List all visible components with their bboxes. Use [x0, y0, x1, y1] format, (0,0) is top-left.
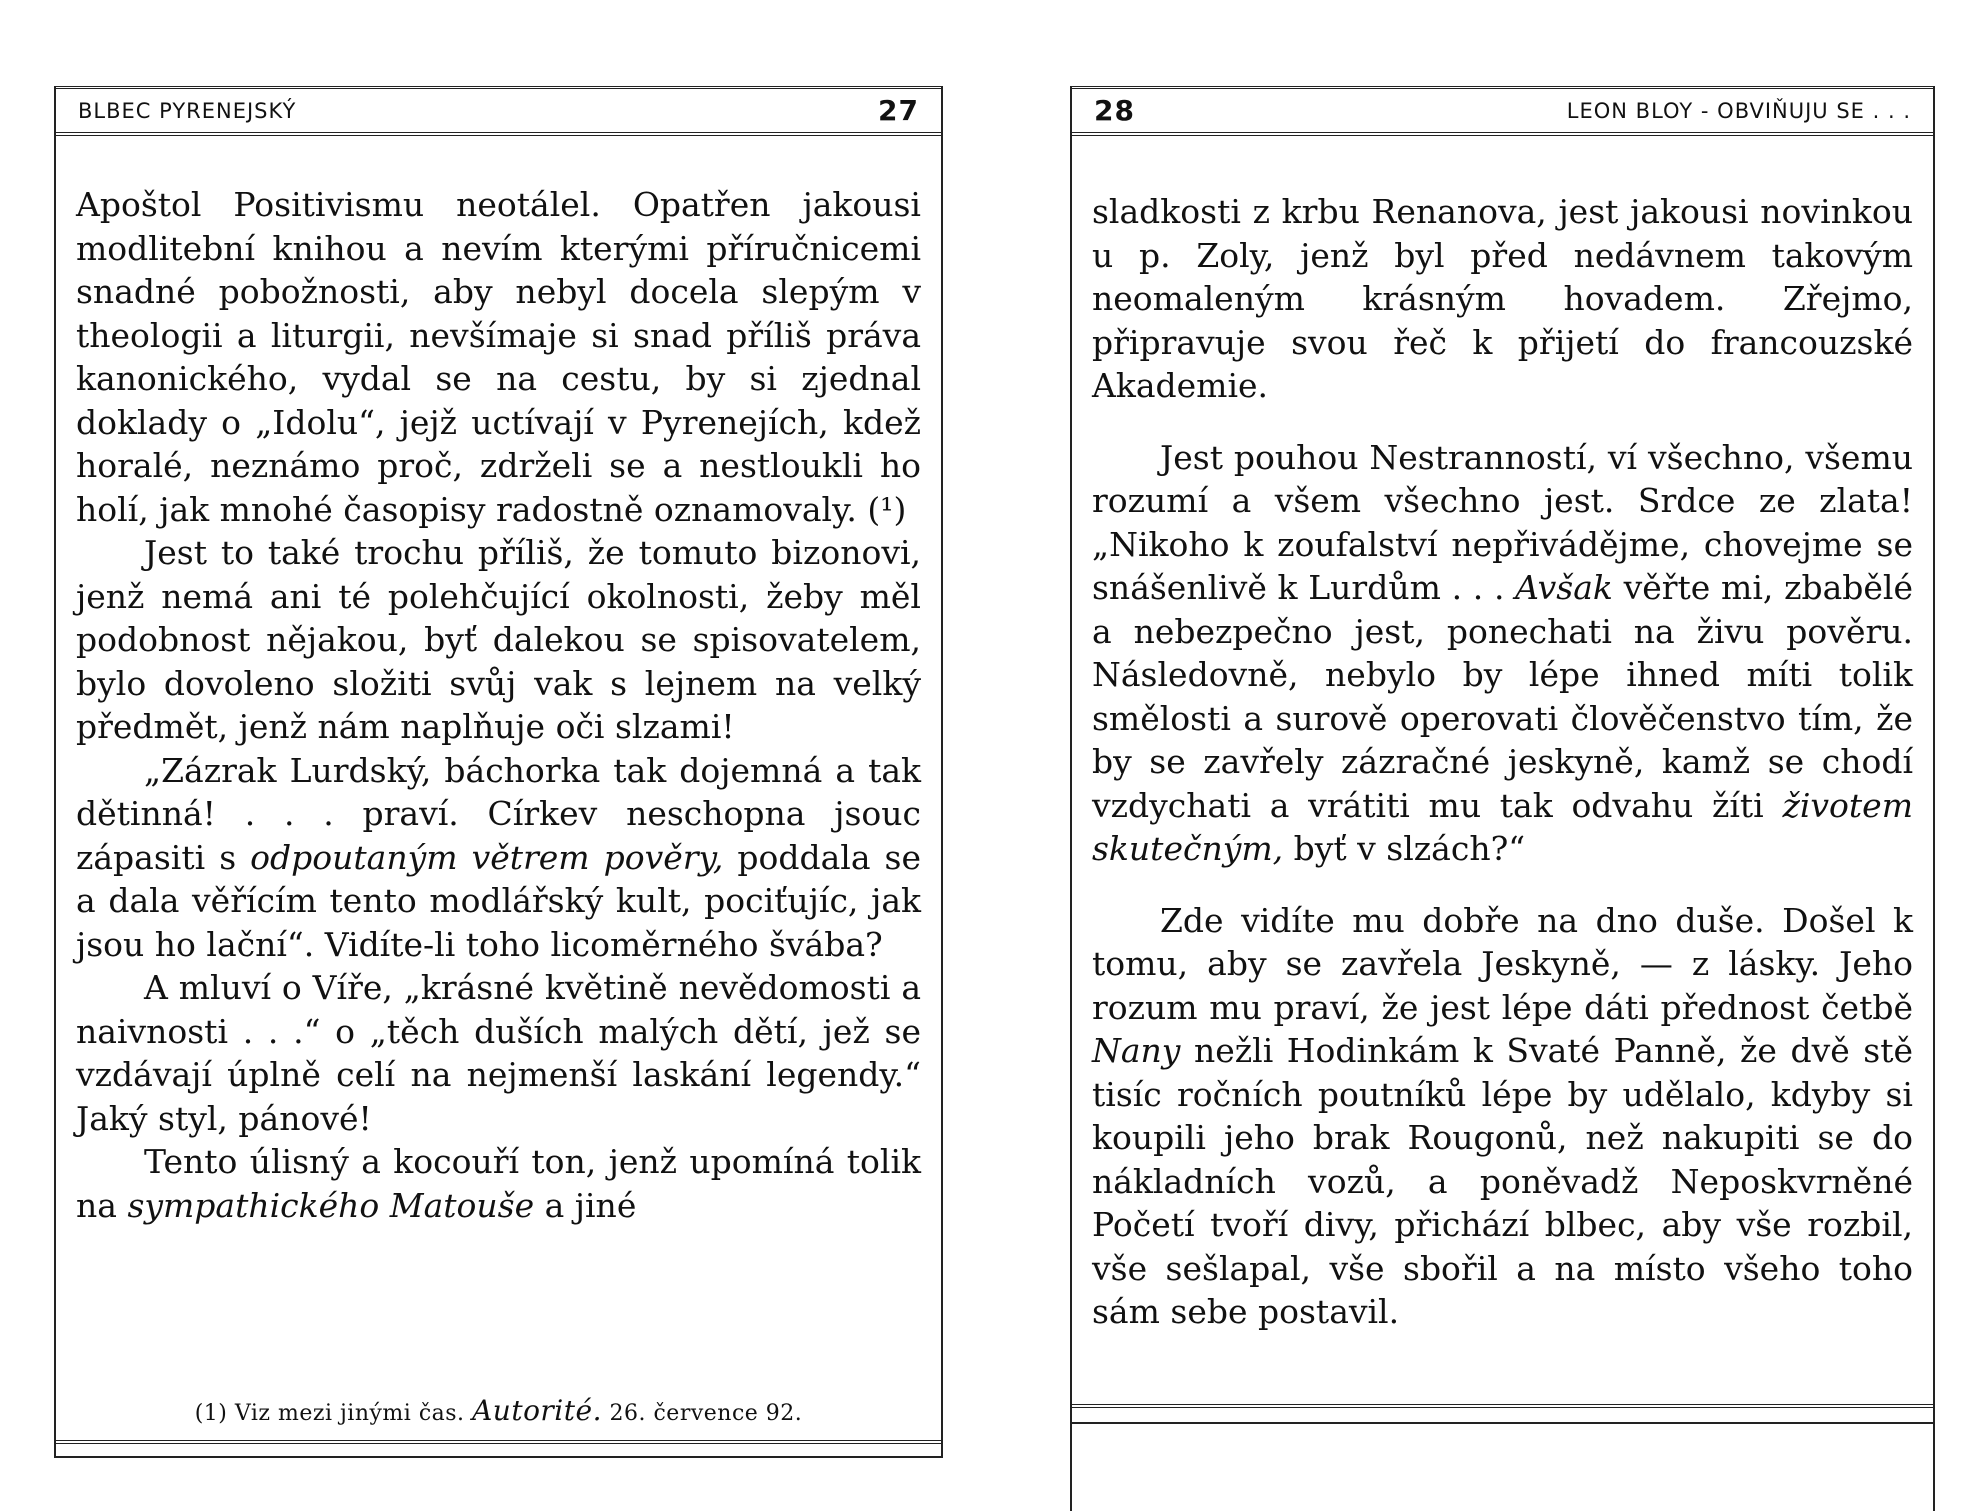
paragraph: Tento úlisný a kocouří ton, jenž upomíná tolik na sympathického Matouše a jiné: [76, 1142, 921, 1225]
paragraph: Jest pouhou Nestranností, ví všechno, všemu rozumí a všem všechno jest. Srdce ze zlata! „Nikoho k zoufalství nepřivádějme, chovejme se snášenlivě k Lurdům . . . Avšak věřte mi, zbabělé a nebezpečno jest, ponechati na živu pověru. Následovně, nebylo by lépe ihned míti tolik smělosti a surově operovati člověčenstvo tím, že by se zavřely zázračné jeskyně, kamž se chodí vzdychati a vrátiti mu tak odvahu žíti životem skutečným, byť v slzách?“: [1092, 437, 1913, 868]
paragraph: Jest to také trochu příliš, že tomuto bizonovi, jenž nemá ani té polehčující okolnosti, žeby měl podobnost nějakou, byť dalekou se spisovatelem, bylo dovoleno složiti svůj vak s lejnem na velký předmět, jenž nám naplňuje oči slzami!: [76, 533, 921, 746]
paragraph: „Zázrak Lurdský, báchorka tak dojemná a tak dětinná! . . . praví. Církev neschopna jsouc zápasiti s odpoutaným větrem pověry, poddala se a dala věřícím tento modlářský kult, pociťujíc, jak jsou ho lační“. Vidíte-li toho licoměrného švába?: [76, 750, 921, 964]
paragraph: Apoštol Positivismu neotálel. Opatřen jakousi modlitební knihou a nevím kterými příručnicemi snadné pobožnosti, aby nebyl docela slepým v theologii a liturgii, nevšímaje si snad příliš práva kanonického, vydal se na cestu, by si zjednal doklady o „Idolu“, jejž uctívají v Pyrenejích, kdež horalé, neznámo proč, zdrželi se a nestloukli ho holí, jak mnohé časopisy radostně oznamovaly. (¹): [76, 185, 921, 529]
left-page-text: [76, 183, 921, 1227]
right-page: [1070, 86, 1935, 1511]
paragraph: sladkosti z krbu Renanova, jest jakousi novinkou u p. Zoly, jenž byl před nedávnem takovým neomaleným krásným hovadem. Zřejmo, připravuje svou řeč k přijetí do francouzské Akademie.: [1092, 192, 1913, 405]
right-page-header: [1072, 86, 1933, 136]
paragraph: Zde vidíte mu dobře na dno duše. Došel k tomu, aby se zavřela Jeskyně, — z lásky. Jeho rozum mu praví, že jest lépe dáti přednost četbě Nany nežli Hodinkám k Svaté Panně, že dvě stě tisíc ročních poutníků lépe by udělalo, kdyby si koupili jeho brak Rougonů, než nakupiti se do nákladních vozů, a poněvadž Neposkvrněné Početí tvoří divy, přichází blbec, aby vše rozbil, vše sešlapal, vše sbořil a na místo všeho toho sám sebe postavil.: [1092, 900, 1913, 1331]
running-head: LEON BLOY - OBVIŇUJU SE . . .: [1566, 98, 1911, 123]
footnote: (1) Viz mezi jinými čas. Autorité. 26. července 92.: [194, 1394, 803, 1427]
left-page-header: [56, 86, 941, 136]
page-footer-rule: [56, 1440, 941, 1458]
page-footer-rule: [1072, 1404, 1933, 1424]
page-number: 27: [878, 94, 919, 127]
paragraph: A mluví o Víře, „krásné květině nevědomosti a naivnosti . . .“ o „těch duších malých dětí, jež se vzdávají úplně celí na nejmenší laskání legendy.“ Jaký styl, pánové!: [76, 968, 921, 1138]
running-head: BLBEC PYRENEJSKÝ: [78, 98, 297, 123]
left-page: [54, 86, 943, 1458]
right-page-text: [1092, 190, 1913, 1334]
page-number: 28: [1094, 94, 1135, 127]
